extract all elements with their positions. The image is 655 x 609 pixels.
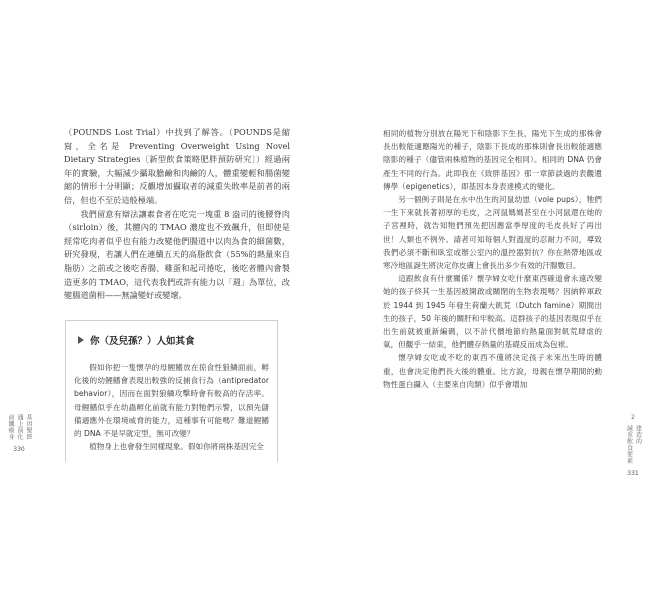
box-paragraph-1: 假如你把一隻懷孕的母鯉鰭放在掠食性狼鱗面前，孵化後的幼鯉鰭會表現出較強的反捕食行為（antipredator behavior），因而在面對狼鱗攻擊時會有較高的存活率。母鯉鰭似乎在幼蟲孵化前就有能力對牠們示警，以預先儲備適應外在環境威脅的能力，這種事有可能嗎？難道鯉鰭的 DNA 不是早就定型，無可改變？ <box>74 363 269 439</box>
box-paragraph-2: 植物身上也會發生同樣現象。假如你將兩株基因完全 <box>89 442 264 452</box>
sidebar-box-title-text: 你（及兒孫？）人如其食 <box>90 336 195 347</box>
left-paragraph-1: （POUNDS Lost Trial）中找到了解答。（POUNDS是縮寫，全名是 Preventing Overweight Using Novel Dietary Strategies〔新型飲食策略肥胖預防研究〕）經過兩年的實驗，大幅減少攝取膽鹼和肉鹼的人，體重變輕和腸菌變縮的情形十分明顯；反觀增加攝取者的減重失敗率是前者的兩倍，但也不至於這般極端。 <box>64 127 290 205</box>
sidebar-box-body <box>74 361 269 453</box>
right-running-line-2: 減重飲食要素 <box>625 425 633 464</box>
left-paragraph-2: 我們留意有辯法讓素食者在吃完一塊重 8 盎司的後腰脊肉（sirloin）後，其體內的 TMAO 濃度也不致飆升，但即使是經常吃肉者似乎也有能力改變他們腸道中以肉為食的細菌數，研究發現，若讓人們在連續五天的高脂飲食（55%的熱量來自脂肪）之前或之後吃香腸、雞蛋和起司捲吃，後吃者體內會製造更多的 TMAO，這代表我們或許有能力以「週」為單位，改變腸道菌相——無論變好或變壞。 <box>64 208 290 301</box>
left-folio: 330 <box>13 446 25 453</box>
left-running-head <box>7 414 32 453</box>
right-page-body <box>383 127 602 391</box>
right-paragraph-1: 相同的植物分別放在陽光下和陰影下生長，陽光下生成的那株會長出較能適應陽光的種子，陰影下長成的那株則會長出較能適應陰影的種子（儘管兩株植物的基因完全相同）。相同的 DNA 仍會產生不同的行為。此即我在《致胖基因》那一章節談過的表觀遺傳學（epigenetics），即基因本身表達模式的變化。 <box>383 129 602 191</box>
right-paragraph-3: 這跟飲食有什麼關係？懷孕婦女吃什麼東西確道會永遠改變她的孩子終其一生基因被開啟或關閉的生物表現嗎？因納粹軍政於 1944 到 1945 年發生荷蘭大飢荒（Dutch famine）期間出生的孩子，50 年後的關肝和牢較高。這群孩子的基因表現似乎在出生前就被重新編碼，以不計代價地節約熱量面對飢荒肆虐的氣，但觀乎一結束，他們體存熱量的基礎反而成為包袱。 <box>383 274 602 350</box>
right-paragraph-4: 懷孕婦女吃或不吃的東西不僅將決定孩子未來出生時的體重，也會決定他們長大後的體重。比方說，母親在懷孕期間的動物性蛋白攝入（主要來自肉類）似乎會增加 <box>383 353 602 389</box>
gutter <box>327 0 328 609</box>
left-page-body <box>64 126 290 303</box>
left-running-line-1: 基因聖經 <box>25 414 32 440</box>
sidebar-box-title <box>78 333 269 347</box>
right-running-line-1: 建造的 <box>634 425 642 445</box>
sidebar-box <box>65 320 278 462</box>
left-running-line-2: 遇上演化 <box>16 414 23 440</box>
left-running-line-3: 前饑療身 <box>7 414 14 440</box>
right-paragraph-2: 另一個例子則是在水中出生的河鼠幼崽（vole pups），牠們一生下來就長著初厚的毛皮，之河鼠媽媽甚至在小河鼠還在她的子宮裡時，就告知牠們預先把因應當季厚度的毛皮長好了再出世！人類也不例外。請者可知每個人對溫度的忍耐力不同，導致我們必須不斷和臥室或辦公室內的溫控器對抗？你在熱帶地區或寒冷地區誕生將決定你皮膚上會長出多少有效的汗腺數目。 <box>383 195 602 271</box>
right-folio: 331 <box>627 470 639 477</box>
right-running-title <box>625 425 642 464</box>
chapter-number: 2 <box>631 414 635 421</box>
triangle-bullet-icon <box>78 336 84 344</box>
right-running-head <box>626 414 640 477</box>
left-running-title <box>6 414 32 440</box>
